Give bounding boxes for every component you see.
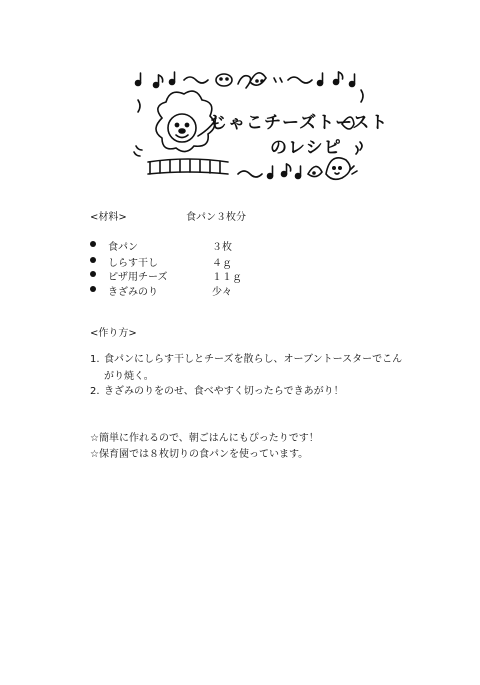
music-note-icon (268, 164, 301, 179)
music-note-icon (318, 72, 355, 87)
note-line: ☆保育園では８枚切りの食パンを使っています。 (90, 449, 309, 460)
list-item (90, 283, 350, 297)
ingredient-qty: １１ｇ (212, 272, 242, 283)
step-text: 食パンにしらす干しとチーズを散らし、オーブントースターでこんがり焼く。 (104, 354, 403, 382)
step-text: きざみのりをのせ、食べやすく切ったらできあがり！ (104, 386, 344, 397)
ingredient-qty: 少々 (212, 287, 232, 298)
method-step (90, 383, 410, 400)
note-line: ☆簡単に作れるので、朝ごはんにもぴったりです！ (90, 433, 319, 444)
materials-heading: <材料> (90, 212, 127, 223)
list-item (90, 268, 350, 282)
recipe-title: じゃこチーズトースト (210, 113, 389, 133)
bullet-icon (90, 271, 96, 277)
ingredient-name: 食パン (108, 242, 138, 253)
ingredient-qty: ４ｇ (212, 258, 232, 269)
method-heading: <作り方> (90, 328, 137, 339)
face-icon (216, 74, 232, 86)
bullet-icon (90, 286, 96, 292)
piano-keys-icon (148, 159, 228, 174)
list-item (90, 254, 350, 268)
bullet-icon (90, 241, 96, 247)
ingredient-name: きざみのり (108, 287, 158, 298)
music-note-icon (136, 72, 175, 88)
ingredient-name: ピザ用チーズ (108, 272, 168, 283)
method-step (90, 351, 410, 385)
step-number: 2. (90, 386, 100, 397)
serving-size: 食パン３枚分 (186, 212, 246, 223)
leaf-icon (308, 166, 322, 176)
step-number: 1. (90, 354, 100, 365)
face-icon (326, 158, 350, 179)
ingredient-qty: ３枚 (212, 242, 232, 253)
bullet-icon (90, 257, 96, 263)
list-item (90, 238, 350, 252)
leaf-icon (250, 73, 266, 85)
lion-icon (156, 91, 218, 151)
recipe-title-suffix: のレシピ (270, 138, 342, 158)
ingredient-name: しらす干し (108, 258, 158, 269)
